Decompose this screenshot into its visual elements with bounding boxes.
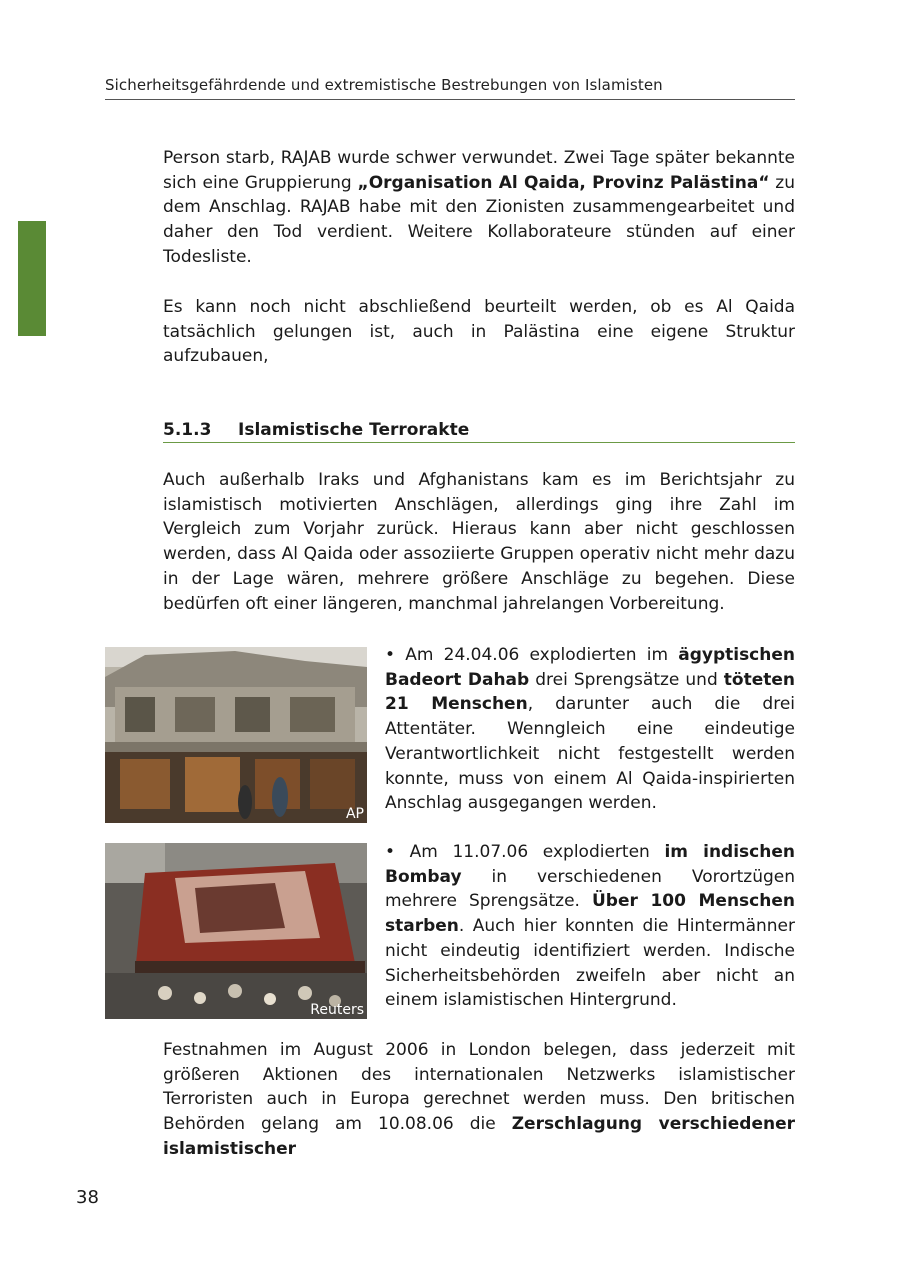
bullet-2-text-b: in verschiedenen Vorortzügen mehrere Sprengsätze. — [385, 866, 795, 912]
bullet-2-bold-place: im indischen Bombay — [385, 842, 795, 887]
paragraph-1 — [163, 146, 795, 270]
bullet-1-text-c: , darunter auch die drei Attentäter. Wenngleich eine eindeutige Verantwortlichkeit nicht festgestellt werden konnte, muss von einem Al Qaida-inspirierten Anschlag ausgegangen werden. — [385, 694, 795, 814]
paragraph-2: Es kann noch nicht abschließend beurteilt werden, ob es Al Qaida tatsächlich gelungen ist, auch in Palästina eine eigene Struktur aufzubauen, — [163, 297, 795, 367]
paragraph-1-text-a: Person starb, RAJAB wurde schwer verwundet. Zwei Tage später bekannte sich eine Gruppierung — [163, 148, 795, 193]
photo-credit-ap: AP — [345, 806, 364, 822]
paragraph-4-text: Festnahmen im August 2006 in London belegen, dass jederzeit mit größeren Aktionen des internationalen Netzwerks islamistischer Terroristen auch in Europa gerechnet werden muss. Den britischen Behörden gelang am 10.08.06 die — [163, 1040, 795, 1135]
bullet-2-text-a: Am 11.07.06 explodierten — [395, 842, 665, 862]
bullet-item-dahab — [385, 643, 795, 816]
photo-bombay-illustration — [105, 843, 367, 1019]
bullet-1-bold-victims: töteten 21 Menschen — [385, 669, 795, 715]
paragraph-1-bold-org: „Organisation Al Qaida, Provinz Palästina“ — [357, 172, 770, 193]
paragraph-4-bold: Zerschlagung verschiedener islamistischer — [163, 1114, 795, 1159]
bullet-marker: • — [385, 842, 396, 862]
section-heading — [163, 420, 795, 443]
page-number: 38 — [76, 1187, 99, 1208]
bullet-2-bold-victims: Über 100 Menschen starben — [385, 891, 795, 937]
photo-bombay-train — [105, 843, 367, 1019]
bullet-1-text-b: drei Sprengsätze und — [529, 669, 724, 690]
photo-dahab-illustration — [105, 647, 367, 823]
paragraph-3: Auch außerhalb Iraks und Afghanistans kam es im Berichtsjahr zu islamistisch motivierten Anschlägen, allerdings ging ihre Zahl im Vergleich zum Vorjahr zurück. Hieraus kann aber nicht geschlossen werden, dass Al Qaida oder assoziierte Gruppen operativ nicht mehr dazu in der Lage wären, mehrere größere Anschläge zu begehen. Diese bedürfen oft einer längeren, manchmal jahrelangen Vorbereitung. — [163, 470, 795, 614]
bullet-1-text-a: Am 24.04.06 explodierten im — [395, 645, 679, 665]
bullet-1-bold-place: ägyptischen Badeort Dahab — [385, 645, 795, 690]
bullet-item-bombay — [385, 840, 795, 1013]
bullet-2-text-c: . Auch hier konnten die Hintermänner nicht eindeutig identifiziert werden. Indische Sicherheitsbehörden zweifeln aber nicht an einem islamistischen Hintergrund. — [385, 916, 795, 1011]
section-title: Islamistische Terrorakte — [238, 420, 470, 440]
bullet-marker: • — [385, 645, 396, 665]
section-number: 5.1.3 — [163, 420, 212, 440]
photo-dahab-building — [105, 647, 367, 823]
chapter-tab-marker — [18, 221, 46, 336]
paragraph-1-text-b: zu dem Anschlag. RAJAB habe mit den Zionisten zusammengearbeitet und daher den Tod verdient. Weitere Kollaborateure stünden auf einer Todesliste. — [163, 172, 796, 267]
photo-credit-reuters: Reuters — [310, 1002, 364, 1018]
running-header: Sicherheitsgefährdende und extremistische Bestrebungen von Islamisten — [105, 76, 795, 100]
paragraph-4 — [163, 1038, 795, 1162]
